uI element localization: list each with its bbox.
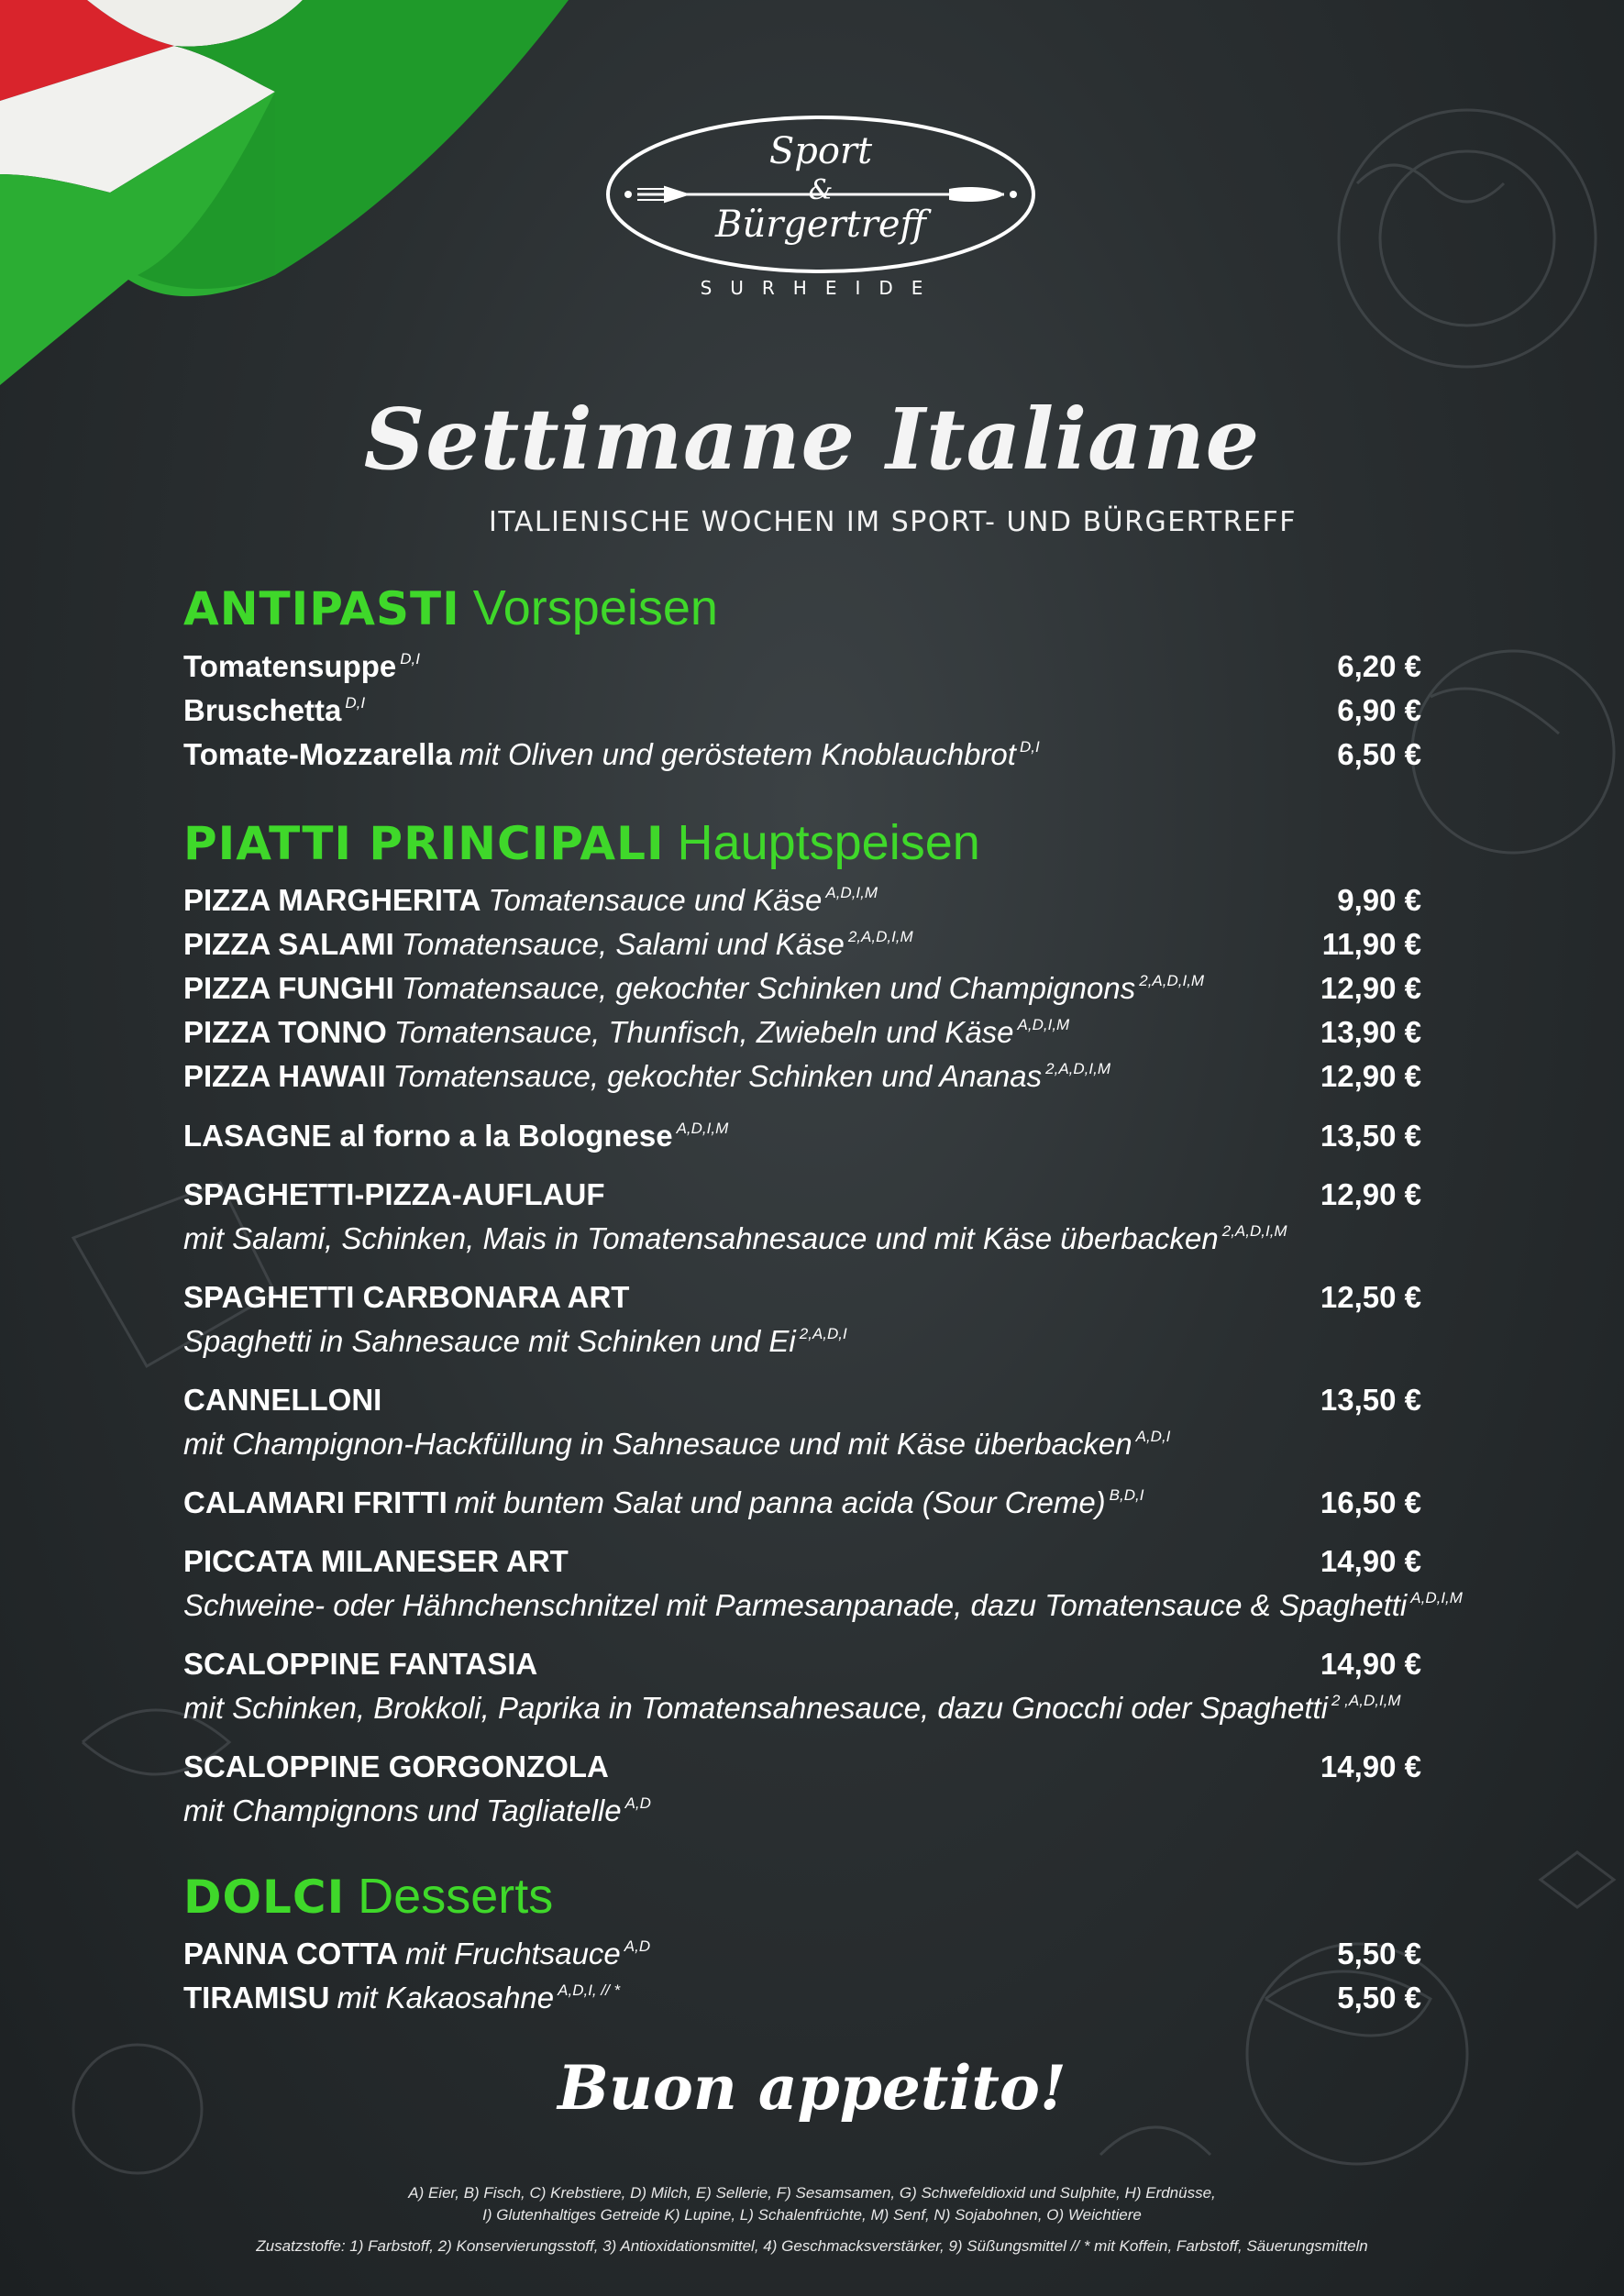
item-name: TIRAMISU: [183, 1981, 330, 2015]
item-description-text: mit Schinken, Brokkoli, Paprika in Tomatensahnesauce, dazu Gnocchi oder Spaghetti: [183, 1691, 1328, 1725]
item-codes: A,D,I,M: [1410, 1589, 1463, 1606]
logo-ampersand: &: [808, 174, 834, 206]
item-codes: A,D,I,M: [1017, 1016, 1070, 1033]
item-description-text: Schweine- oder Hähnchenschnitzel mit Parmesanpanade, dazu Tomatensauce & Spaghetti: [183, 1588, 1408, 1622]
item-codes: 2,A,D,I,M: [847, 928, 913, 945]
item-name: SCALOPPINE FANTASIA: [183, 1647, 538, 1681]
item-description: [183, 1324, 847, 1359]
section-title-german: Vorspeisen: [472, 580, 718, 635]
item-price: 11,90 €: [1321, 927, 1421, 961]
item-codes: D,I: [345, 694, 366, 712]
item-name: SPAGHETTI-PIZZA-AUFLAUF: [183, 1177, 605, 1211]
menu-item: [183, 927, 1421, 967]
item-codes: 2,A,D,I: [799, 1325, 847, 1342]
menu-item: [183, 649, 1421, 690]
item-description: [183, 1221, 1287, 1256]
menu-item: [183, 1177, 1421, 1218]
item-description-text: Spaghetti in Sahnesauce mit Schinken und Ei: [183, 1324, 796, 1358]
menu-item: [183, 1981, 1421, 2021]
item-price: 16,50 €: [1320, 1485, 1421, 1519]
menu-item: [183, 737, 1421, 778]
menu-item: [183, 971, 1421, 1011]
item-codes: A,D,I: [1135, 1428, 1171, 1445]
section-title-italian: ANTIPASTI: [183, 582, 460, 635]
item-codes: 2 ,A,D,I,M: [1331, 1692, 1401, 1709]
item-description: [183, 1588, 1463, 1623]
item-codes: A,D,I, // *: [558, 1981, 621, 1999]
item-price: 14,90 €: [1320, 1647, 1421, 1681]
page-subtitle: ITALIENISCHE WOCHEN IM SPORT- UND BÜRGERTREFF: [489, 506, 1297, 538]
italian-flag-ribbon: [0, 0, 587, 394]
item-name: CALAMARI FRITTI: [183, 1485, 447, 1519]
item-price: 12,90 €: [1320, 1177, 1421, 1211]
item-description: [183, 1794, 651, 1828]
item-description: Tomatensauce, gekochter Schinken und Champignons: [401, 971, 1136, 1005]
item-price: 13,50 €: [1320, 1119, 1421, 1153]
item-name: PIZZA HAWAII: [183, 1059, 386, 1093]
page-title: Settimane Italiane: [363, 390, 1261, 489]
item-name: Tomatensuppe: [183, 649, 397, 683]
item-description: mit Fruchtsauce: [405, 1937, 621, 1970]
item-name: PIZZA TONNO: [183, 1015, 387, 1049]
logo-text-buergertreff: Bürgertreff: [715, 204, 926, 246]
item-price: 6,20 €: [1337, 649, 1421, 683]
allergens-footnote-line2: I) Glutenhaltiges Getreide K) Lupine, L) Schalenfrüchte, M) Senf, N) Sojabohnen, O) Weichtiere: [482, 2206, 1142, 2224]
item-codes: A,D: [624, 1937, 651, 1955]
item-price: 9,90 €: [1337, 883, 1421, 917]
item-codes: A,D: [624, 1794, 651, 1812]
allergens-footnote-line1: A) Eier, B) Fisch, C) Krebstiere, D) Milch, E) Sellerie, F) Sesamsamen, G) Schwefeldioxid und Sulphite, H) Erdnüsse,: [408, 2184, 1216, 2202]
item-price: 5,50 €: [1337, 1937, 1421, 1970]
item-name: PIZZA MARGHERITA: [183, 883, 481, 917]
menu-item: [183, 1937, 1421, 1977]
closing-greeting: Buon appetito!: [558, 2052, 1066, 2124]
item-name: CANNELLONI: [183, 1383, 382, 1417]
menu-item: [183, 693, 1421, 734]
item-price: 12,50 €: [1320, 1280, 1421, 1314]
item-description: [183, 1427, 1170, 1462]
item-name: PICCATA MILANESER ART: [183, 1544, 569, 1578]
menu-item: [183, 1750, 1421, 1790]
menu-item: [183, 1280, 1421, 1320]
item-name: Bruschetta: [183, 693, 342, 727]
menu-item: [183, 1485, 1421, 1526]
item-description-text: mit Champignons und Tagliatelle: [183, 1794, 622, 1827]
item-codes: 2,A,D,I,M: [1045, 1060, 1111, 1077]
item-description: mit buntem Salat und panna acida (Sour Creme): [454, 1485, 1106, 1519]
item-description-text: mit Champignon-Hackfüllung in Sahnesauce und mit Käse überbacken: [183, 1427, 1132, 1461]
item-name: PANNA COTTA: [183, 1937, 399, 1970]
menu-item: [183, 1544, 1421, 1584]
section-title-dolci: [183, 1868, 553, 1925]
section-title-german: Desserts: [358, 1869, 554, 1924]
section-title-italian: DOLCI: [183, 1871, 346, 1924]
item-price: 14,90 €: [1320, 1750, 1421, 1783]
menu-item: [183, 883, 1421, 923]
item-name: PIZZA SALAMI: [183, 927, 394, 961]
item-codes: D,I: [1019, 738, 1040, 756]
item-price: 12,90 €: [1320, 971, 1421, 1005]
logo-text-sport: Sport: [768, 130, 873, 172]
item-price: 12,90 €: [1320, 1059, 1421, 1093]
item-description-text: mit Salami, Schinken, Mais in Tomatensahnesauce und mit Käse überbacken: [183, 1221, 1219, 1255]
item-name: LASAGNE al forno a la Bolognese: [183, 1119, 673, 1153]
menu-item: [183, 1647, 1421, 1687]
section-title-piatti-principali: [183, 814, 980, 871]
item-codes: 2,A,D,I,M: [1221, 1222, 1287, 1240]
menu-item: [183, 1119, 1421, 1159]
item-price: 13,50 €: [1320, 1383, 1421, 1417]
item-price: 6,90 €: [1337, 693, 1421, 727]
item-name: Tomate-Mozzarella: [183, 737, 452, 771]
item-name: PIZZA FUNGHI: [183, 971, 394, 1005]
item-name: SPAGHETTI CARBONARA ART: [183, 1280, 630, 1314]
section-title-antipasti: [183, 580, 718, 636]
item-codes: A,D,I,M: [676, 1120, 729, 1137]
logo: [601, 110, 1041, 312]
item-codes: 2,A,D,I,M: [1139, 972, 1205, 989]
additives-footnote: Zusatzstoffe: 1) Farbstoff, 2) Konservierungsstoff, 3) Antioxidationsmittel, 4) Geschmacksverstärker, 9) Süßungsmittel // * mit Koffein, Farbstoff, Säuerungsmitteln: [256, 2237, 1368, 2255]
item-description: mit Kakaosahne: [337, 1981, 555, 2015]
item-description: mit Oliven und geröstetem Knoblauchbrot: [458, 737, 1016, 771]
item-description: Tomatensauce, gekochter Schinken und Ananas: [392, 1059, 1043, 1093]
item-price: 14,90 €: [1320, 1544, 1421, 1578]
item-description: Tomatensauce, Thunfisch, Zwiebeln und Käse: [393, 1015, 1014, 1049]
item-description: [183, 1691, 1401, 1726]
menu-item: [183, 1015, 1421, 1055]
section-title-italian: PIATTI PRINCIPALI: [183, 817, 665, 870]
item-codes: B,D,I: [1109, 1486, 1144, 1504]
item-codes: A,D,I,M: [825, 884, 878, 901]
item-codes: D,I: [400, 650, 420, 668]
item-name: SCALOPPINE GORGONZOLA: [183, 1750, 609, 1783]
item-price: 13,90 €: [1320, 1015, 1421, 1049]
item-description: Tomatensauce, Salami und Käse: [401, 927, 845, 961]
item-price: 5,50 €: [1337, 1981, 1421, 2015]
logo-text-surheide: SURHEIDE: [700, 277, 942, 299]
item-description: Tomatensauce und Käse: [488, 883, 823, 917]
section-title-german: Hauptspeisen: [677, 815, 980, 870]
menu-item: [183, 1059, 1421, 1099]
menu-item: [183, 1383, 1421, 1423]
item-price: 6,50 €: [1337, 737, 1421, 771]
